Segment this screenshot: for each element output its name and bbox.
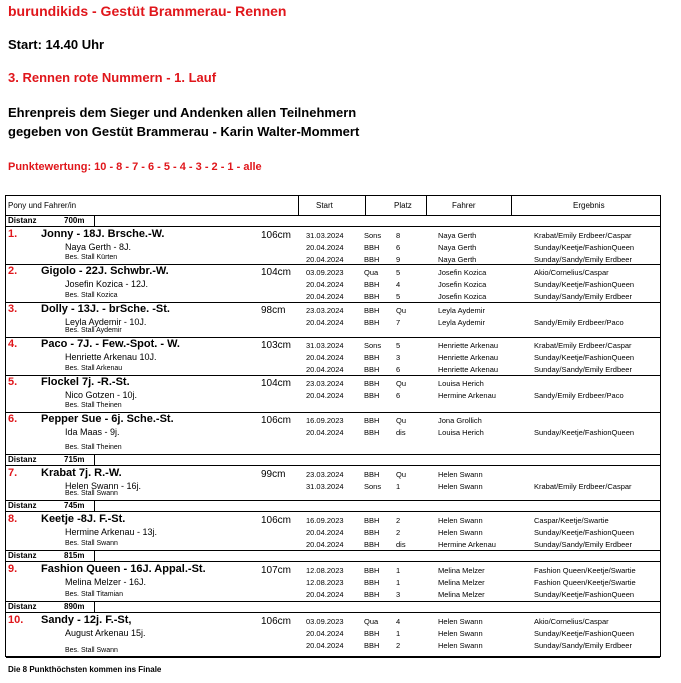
result-place: 1	[396, 578, 401, 587]
result-start-date: 12.08.2023	[306, 566, 344, 575]
result-start-date: 20.04.2024	[306, 391, 344, 400]
result-class: Sons	[364, 231, 382, 240]
pony-height: 104cm	[261, 378, 292, 389]
result-start-date: 03.09.2023	[306, 617, 344, 626]
result-place: 5	[396, 268, 401, 277]
result-driver: Naya Gerth	[438, 231, 477, 240]
result-outcome: Sunday/Keetje/FashionQueen	[534, 243, 635, 252]
result-place: 2	[396, 641, 401, 650]
result-start-date: 23.03.2024	[306, 470, 344, 479]
result-driver: Jona Grollich	[438, 416, 482, 425]
result-place: dis	[396, 428, 406, 437]
result-start-date: 20.04.2024	[306, 629, 344, 638]
pony-height: 106cm	[261, 616, 292, 627]
distance-label: Distanz	[8, 551, 37, 560]
result-start-date: 31.03.2024	[306, 341, 344, 350]
pony-name: Dolly - 13J. - brSche. -St.	[41, 303, 170, 315]
result-driver: Henriette Arkenau	[438, 341, 499, 350]
result-class: BBH	[364, 255, 380, 264]
col-result: Ergebnis	[573, 201, 605, 210]
entry-number: 4.	[8, 338, 18, 350]
col-place: Platz	[394, 201, 412, 210]
result-start-date: 20.04.2024	[306, 528, 344, 537]
result-place: 6	[396, 365, 401, 374]
result-outcome: Sunday/Keetje/FashionQueen	[534, 428, 635, 437]
result-driver: Henriette Arkenau	[438, 353, 499, 362]
table-header	[6, 196, 660, 216]
result-outcome: Sandy/Emily Erdbeer/Paco	[534, 318, 624, 327]
result-outcome: Sunday/Sandy/Emily Erdbeer	[534, 365, 632, 374]
result-driver: Naya Gerth	[438, 255, 477, 264]
result-outcome: Sunday/Sandy/Emily Erdbeer	[534, 540, 632, 549]
result-place: 1	[396, 566, 401, 575]
result-driver: Leyla Aydemir	[438, 306, 485, 315]
rider-name: Leyla Aydemir - 10J.	[65, 317, 147, 327]
distance-row	[6, 550, 660, 562]
result-class: BBH	[364, 470, 380, 479]
result-driver: Josefin Kozica	[438, 292, 487, 301]
prize-line-2: gegeben von Gestüt Brammerau - Karin Walter-Mommert	[8, 124, 360, 139]
result-start-date: 16.09.2023	[306, 416, 344, 425]
result-outcome: Akio/Cornelius/Caspar	[534, 268, 609, 277]
result-class: BBH	[364, 516, 380, 525]
result-place: 6	[396, 243, 401, 252]
result-start-date: 03.09.2023	[306, 268, 344, 277]
footer-note: Die 8 Punkthöchsten kommen ins Finale	[8, 665, 162, 674]
stall-owner: Bes. Stall Swann	[65, 490, 118, 497]
result-driver: Henriette Arkenau	[438, 365, 499, 374]
result-driver: Helen Swann	[438, 617, 483, 626]
entry-number: 2.	[8, 265, 18, 277]
page-title: burundikids - Gestüt Brammerau- Rennen	[8, 3, 287, 19]
result-class: BBH	[364, 578, 380, 587]
result-driver: Louisa Herich	[438, 428, 484, 437]
entry-number: 3.	[8, 303, 18, 315]
result-start-date: 16.09.2023	[306, 516, 344, 525]
entry-row	[6, 264, 660, 303]
stall-owner: Bes. Stall Swann	[65, 647, 118, 654]
result-place: Qu	[396, 379, 407, 388]
start-time: Start: 14.40 Uhr	[8, 37, 105, 52]
result-class: Qua	[364, 268, 379, 277]
rider-name: Ida Maas - 9j.	[65, 427, 120, 437]
result-driver: Josefin Kozica	[438, 280, 487, 289]
result-driver: Helen Swann	[438, 641, 483, 650]
result-outcome: Krabat/Emily Erdbeer/Caspar	[534, 231, 632, 240]
stall-owner: Bes. Stall Theinen	[65, 402, 122, 409]
result-class: BBH	[364, 353, 380, 362]
result-outcome: Sunday/Keetje/FashionQueen	[534, 528, 635, 537]
pony-height: 106cm	[261, 515, 292, 526]
result-class: BBH	[364, 641, 380, 650]
pony-name: Keetje -8J. F.-St.	[41, 513, 126, 525]
pony-name: Jonny - 18J. Brsche.-W.	[41, 228, 165, 240]
result-class: Sons	[364, 482, 382, 491]
col-start: Start	[316, 201, 333, 210]
result-outcome: Sunday/Keetje/FashionQueen	[534, 590, 635, 599]
distance-row	[6, 454, 660, 466]
result-start-date: 23.03.2024	[306, 306, 344, 315]
result-class: BBH	[364, 243, 380, 252]
result-class: BBH	[364, 379, 380, 388]
stall-owner: Bes. Stall Kozica	[65, 292, 118, 299]
result-place: 4	[396, 617, 401, 626]
stall-owner: Bes. Stall Theinen	[65, 444, 122, 451]
result-start-date: 20.04.2024	[306, 428, 344, 437]
entry-number: 10.	[8, 614, 24, 626]
result-start-date: 20.04.2024	[306, 243, 344, 252]
entry-row	[6, 337, 660, 376]
result-class: BBH	[364, 566, 380, 575]
rider-name: Melina Melzer - 16J.	[65, 577, 147, 587]
result-start-date: 20.04.2024	[306, 365, 344, 374]
result-start-date: 20.04.2024	[306, 292, 344, 301]
result-place: 2	[396, 516, 401, 525]
result-driver: Hermine Arkenau	[438, 391, 496, 400]
race-table	[5, 195, 661, 657]
rider-name: Helen Swann - 16j.	[65, 481, 142, 491]
rider-name: Naya Gerth - 8J.	[65, 242, 132, 252]
result-driver: Helen Swann	[438, 528, 483, 537]
result-driver: Melina Melzer	[438, 566, 485, 575]
result-driver: Melina Melzer	[438, 590, 485, 599]
stall-owner: Bes. Stall Aydemir	[65, 327, 122, 334]
result-class: BBH	[364, 528, 380, 537]
result-class: BBH	[364, 590, 380, 599]
result-driver: Naya Gerth	[438, 243, 477, 252]
result-outcome: Sunday/Keetje/FashionQueen	[534, 629, 635, 638]
distance-label: Distanz	[8, 501, 37, 510]
entry-row	[6, 512, 660, 551]
result-place: 5	[396, 341, 401, 350]
result-start-date: 12.08.2023	[306, 578, 344, 587]
result-outcome: Sunday/Sandy/Emily Erdbeer	[534, 292, 632, 301]
entry-row	[6, 375, 660, 413]
distance-value: 890m	[64, 602, 85, 611]
result-start-date: 31.03.2024	[306, 231, 344, 240]
result-place: Qu	[396, 306, 407, 315]
rider-name: Hermine Arkenau - 13j.	[65, 527, 158, 537]
rider-name: Henriette Arkenau 10J.	[65, 352, 157, 362]
entry-number: 6.	[8, 413, 18, 425]
stall-owner: Bes. Stall Titamian	[65, 591, 123, 598]
result-outcome: Sunday/Keetje/FashionQueen	[534, 280, 635, 289]
result-class: BBH	[364, 416, 380, 425]
result-class: BBH	[364, 365, 380, 374]
distance-value: 700m	[64, 216, 85, 225]
result-outcome: Fashion Queen/Keetje/Swartie	[534, 566, 636, 575]
result-place: 3	[396, 353, 401, 362]
result-class: BBH	[364, 280, 380, 289]
result-place: 5	[396, 292, 401, 301]
entry-row	[6, 412, 660, 455]
distance-value: 745m	[64, 501, 85, 510]
distance-row	[6, 500, 660, 512]
stall-owner: Bes. Stall Arkenau	[65, 365, 123, 372]
result-class: BBH	[364, 391, 380, 400]
distance-label: Distanz	[8, 455, 37, 464]
result-start-date: 20.04.2024	[306, 318, 344, 327]
entry-row	[6, 562, 660, 602]
result-outcome: Sunday/Keetje/FashionQueen	[534, 353, 635, 362]
pony-height: 106cm	[261, 230, 292, 241]
result-class: BBH	[364, 428, 380, 437]
entry-number: 7.	[8, 467, 18, 479]
result-place: 1	[396, 482, 401, 491]
result-place: 8	[396, 231, 401, 240]
race-title: 3. Rennen rote Nummern - 1. Lauf	[8, 70, 217, 85]
result-start-date: 23.03.2024	[306, 379, 344, 388]
result-driver: Helen Swann	[438, 482, 483, 491]
result-outcome: Sunday/Sandy/Emily Erdbeer	[534, 641, 632, 650]
result-class: BBH	[364, 292, 380, 301]
entry-row	[6, 227, 660, 265]
result-outcome: Fashion Queen/Keetje/Swartie	[534, 578, 636, 587]
pony-height: 99cm	[261, 469, 286, 480]
result-place: 9	[396, 255, 401, 264]
result-place: Qu	[396, 416, 407, 425]
entry-number: 5.	[8, 376, 18, 388]
pony-name: Gigolo - 22J. Schwbr.-W.	[41, 265, 169, 277]
result-start-date: 31.03.2024	[306, 482, 344, 491]
pony-name: Flockel 7j. -R.-St.	[41, 376, 130, 388]
result-class: BBH	[364, 540, 380, 549]
pony-name: Krabat 7j. R.-W.	[41, 467, 122, 479]
result-place: 4	[396, 280, 401, 289]
result-driver: Helen Swann	[438, 629, 483, 638]
stall-owner: Bes. Stall Swann	[65, 540, 118, 547]
result-class: BBH	[364, 318, 380, 327]
prize-line-1: Ehrenpreis dem Sieger und Andenken allen Teilnehmern	[8, 105, 357, 120]
result-driver: Helen Swann	[438, 470, 483, 479]
result-start-date: 20.04.2024	[306, 641, 344, 650]
distance-row	[6, 215, 660, 227]
result-start-date: 20.04.2024	[306, 255, 344, 264]
distance-label: Distanz	[8, 216, 37, 225]
entry-number: 1.	[8, 228, 18, 240]
result-driver: Louisa Herich	[438, 379, 484, 388]
result-outcome: Sandy/Emily Erdbeer/Paco	[534, 391, 624, 400]
pony-name: Sandy - 12j. F.-St,	[41, 614, 132, 626]
result-place: Qu	[396, 470, 407, 479]
distance-value: 815m	[64, 551, 85, 560]
distance-value: 715m	[64, 455, 85, 464]
result-place: 6	[396, 391, 401, 400]
result-place: dis	[396, 540, 406, 549]
result-start-date: 20.04.2024	[306, 540, 344, 549]
result-outcome: Caspar/Keetje/Swartie	[534, 516, 609, 525]
result-place: 7	[396, 318, 401, 327]
entry-row	[6, 466, 660, 501]
pony-height: 107cm	[261, 565, 292, 576]
distance-row	[6, 601, 660, 613]
rider-name: August Arkenau 15j.	[65, 628, 146, 638]
result-class: BBH	[364, 306, 380, 315]
col-pony: Pony und Fahrer/in	[8, 201, 77, 210]
result-outcome: Sunday/Sandy/Emily Erdbeer	[534, 255, 632, 264]
pony-height: 98cm	[261, 305, 286, 316]
pony-height: 106cm	[261, 415, 292, 426]
pony-name: Pepper Sue - 6j. Sche.-St.	[41, 413, 174, 425]
result-start-date: 20.04.2024	[306, 280, 344, 289]
result-driver: Helen Swann	[438, 516, 483, 525]
rider-name: Nico Gotzen - 10j.	[65, 390, 138, 400]
entry-number: 9.	[8, 563, 18, 575]
pony-name: Paco - 7J. - Few.-Spot. - W.	[41, 338, 180, 350]
col-driver: Fahrer	[452, 201, 476, 210]
result-outcome: Akio/Cornelius/Caspar	[534, 617, 609, 626]
result-place: 2	[396, 528, 401, 537]
result-class: Qua	[364, 617, 379, 626]
entry-row	[6, 302, 660, 338]
rider-name: Josefin Kozica - 12J.	[65, 279, 149, 289]
result-place: 3	[396, 590, 401, 599]
distance-label: Distanz	[8, 602, 37, 611]
result-class: Sons	[364, 341, 382, 350]
result-driver: Josefin Kozica	[438, 268, 487, 277]
points-scheme: Punktewertung: 10 - 8 - 7 - 6 - 5 - 4 - 3 - 2 - 1 - alle	[8, 161, 262, 173]
result-driver: Leyla Aydemir	[438, 318, 485, 327]
pony-height: 104cm	[261, 267, 292, 278]
result-start-date: 20.04.2024	[306, 590, 344, 599]
result-class: BBH	[364, 629, 380, 638]
stall-owner: Bes. Stall Kürten	[65, 254, 118, 261]
result-start-date: 20.04.2024	[306, 353, 344, 362]
entry-number: 8.	[8, 513, 18, 525]
result-place: 1	[396, 629, 401, 638]
result-driver: Melina Melzer	[438, 578, 485, 587]
entry-row	[6, 613, 660, 658]
pony-height: 103cm	[261, 340, 292, 351]
result-outcome: Krabat/Emily Erdbeer/Caspar	[534, 482, 632, 491]
result-driver: Hermine Arkenau	[438, 540, 496, 549]
pony-name: Fashion Queen - 16J. Appal.-St.	[41, 563, 206, 575]
result-outcome: Krabat/Emily Erdbeer/Caspar	[534, 341, 632, 350]
